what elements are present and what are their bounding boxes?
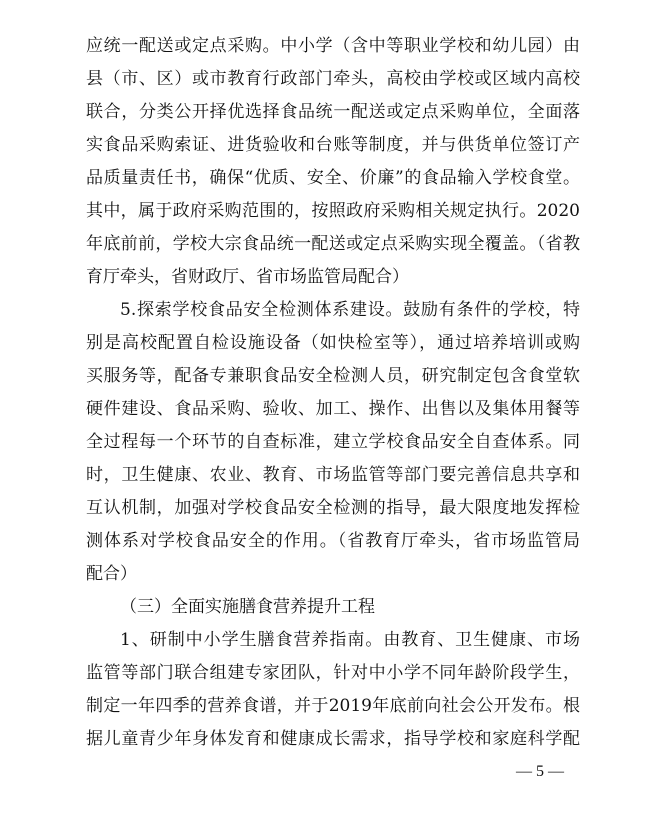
paragraph-heading-1: 1、研制中小学生膳食营养指南。由教育、卫生健康、市场: [120, 630, 580, 650]
text-line: 据儿童青少年身体发育和健康成长需求，指导学校和家庭科学配: [86, 729, 580, 749]
text-line: 买服务等，配备专兼职食品安全检测人员，研究制定包含食堂软: [86, 366, 580, 386]
text-line: 品质量责任书，确保“优质、安全、价廉”的食品输入学校食堂。: [86, 168, 580, 188]
text-line: 测体系对学校食品安全的作用。（省教育厅牵头，省市场监管局: [86, 531, 580, 551]
paragraph-heading-5: 5.探索学校食品安全检测体系建设。鼓励有条件的学校，特: [120, 300, 580, 320]
text-line: 育厅牵头，省财政厅、省市场监管局配合）: [86, 267, 409, 287]
text-line: 别是高校配置自检设施设备（如快检室等），通过培养培训或购: [86, 333, 580, 353]
text-line: 实食品采购索证、进货验收和台账等制度，并与供货单位签订产: [86, 135, 580, 155]
text-line: 年底前前，学校大宗食品统一配送或定点采购实现全覆盖。（省教: [86, 234, 580, 254]
document-body: [86, 30, 580, 756]
text-line: 应统一配送或定点采购。中小学（含中等职业学校和幼儿园）由: [86, 36, 580, 56]
text-line: 互认机制，加强对学校食品安全检测的指导，最大限度地发挥检: [86, 498, 580, 518]
text-line: 硬件建设、食品采购、验收、加工、操作、出售以及集体用餐等: [86, 399, 580, 419]
text-line: 配合）: [86, 564, 137, 584]
text-line: 制定一年四季的营养食谱，并于2019年底前向社会公开发布。根: [86, 696, 580, 716]
text-line: 全过程每一个环节的自查标准，建立学校食品安全自查体系。同: [86, 432, 580, 452]
text-line: 其中，属于政府采购范围的，按照政府采购相关规定执行。2020: [86, 201, 580, 221]
text-line: 县（市、区）或市教育行政部门牵头，高校由学校或区域内高校: [86, 69, 580, 89]
text-line: 联合，分类公开择优选择食品统一配送或定点采购单位，全面落: [86, 102, 580, 122]
page-number: — 5 —: [516, 763, 564, 780]
text-line: 时，卫生健康、农业、教育、市场监管等部门要完善信息共享和: [86, 465, 580, 485]
text-line: 监管等部门联合组建专家团队，针对中小学不同年龄阶段学生，: [86, 663, 580, 683]
section-heading: （三）全面实施膳食营养提升工程: [120, 597, 375, 617]
